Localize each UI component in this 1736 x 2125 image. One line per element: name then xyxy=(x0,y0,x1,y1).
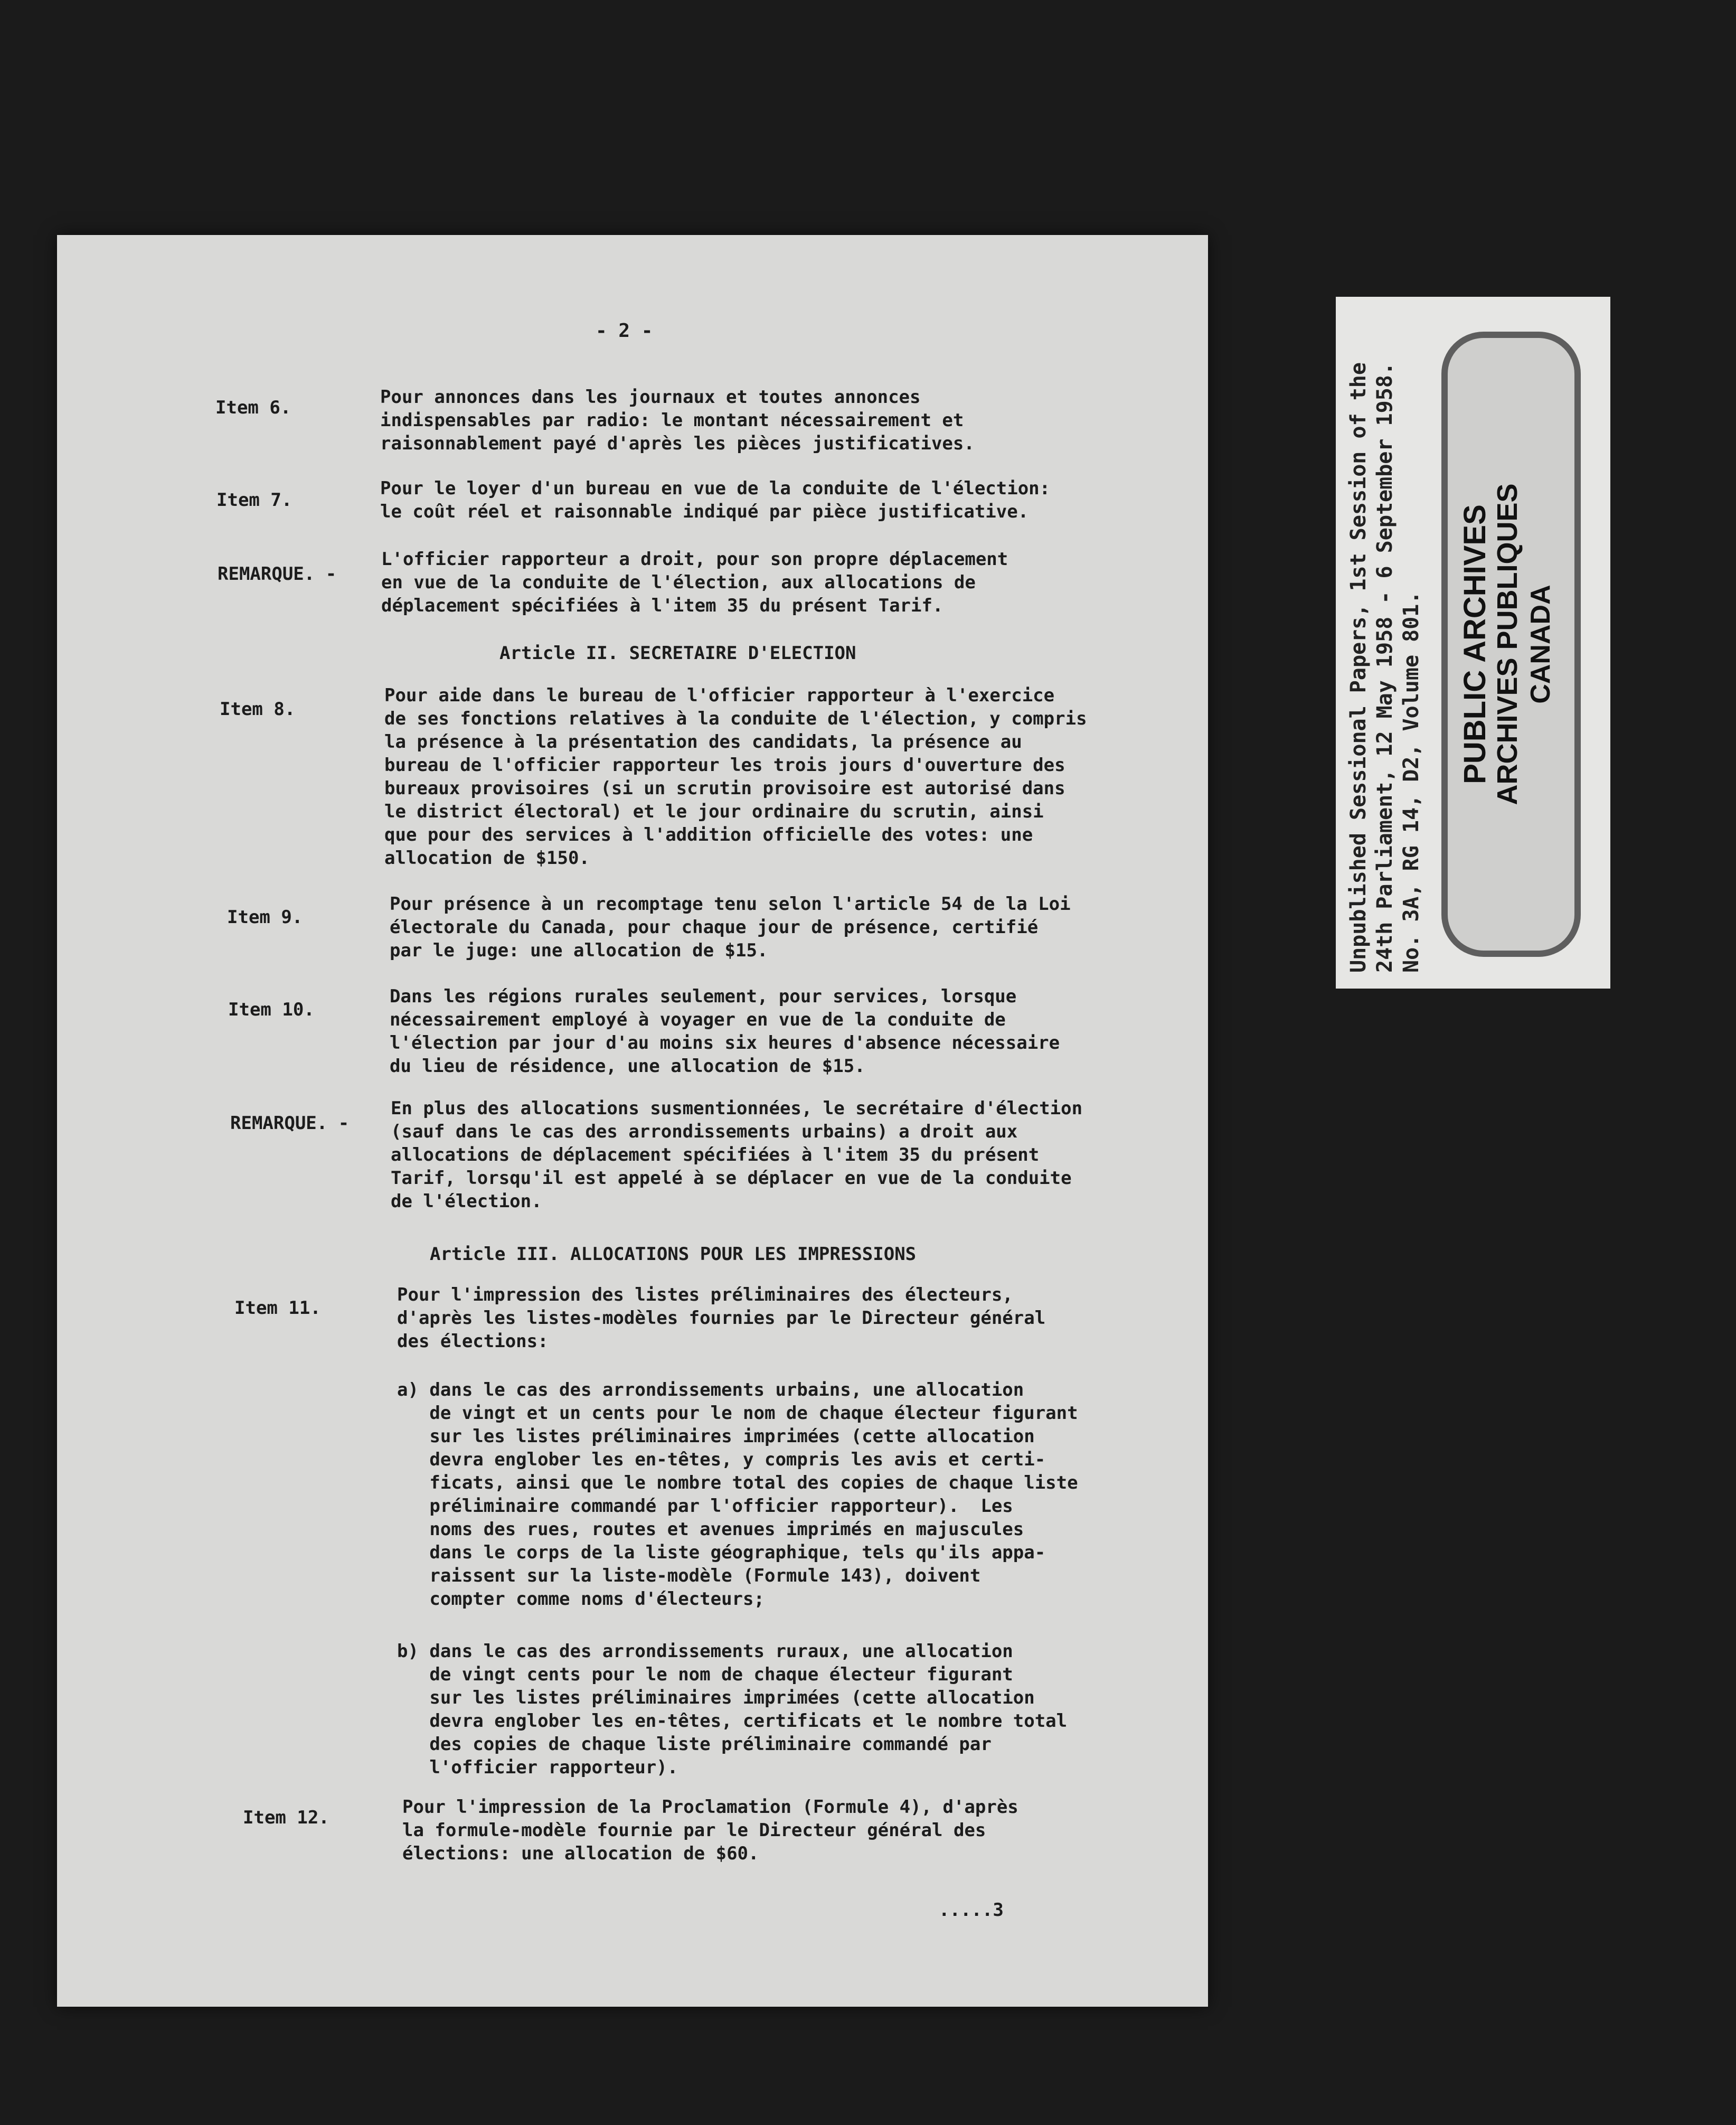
item-label: Item 12. xyxy=(243,1807,329,1828)
item-text: Pour le loyer d'un bureau en vue de la conduite de l'élection: le coût réel et raisonnable indiqué par pièce justificative. xyxy=(380,478,1051,522)
stamp-line-1: Unpublished Sessional Papers, 1st Session of the xyxy=(1346,362,1371,973)
item-text: Pour présence à un recomptage tenu selon l'article 54 de la Loi électorale du Canada, pour chaque jour de présence, certifié par le juge: une allocation de $15. xyxy=(390,894,1071,961)
stamp-box-line-1: PUBLIC ARCHIVES xyxy=(1458,504,1492,784)
item-label: Item 10. xyxy=(228,999,315,1020)
page-number: - 2 - xyxy=(596,320,653,342)
item-text: Pour aide dans le bureau de l'officier rapporteur à l'exercice de ses fonctions relatives à la conduite de l'élection, y compris la présence à la présentation des candidats, la présence au bureau de l'officier rapporteur les trois jours d'ouverture des bureaux provisoires (si un scrutin provisoire est autorisé dans le district électoral) et le jour ordinaire du scrutin, ainsi que pour des services à l'addition officielle des votes: une allocation de $150. xyxy=(384,685,1087,869)
page-content xyxy=(57,235,1208,2007)
item-text: Pour l'impression des listes préliminaires des électeurs, d'après les listes-modèles fournies par le Directeur général des élections: xyxy=(397,1284,1046,1352)
item-text: Dans les régions rurales seulement, pour services, lorsque nécessairement employé à voyager en vue de la conduite de l'élection par jour d'au moins six heures d'absence nécessaire du lieu de résidence, une allocation de $15. xyxy=(390,986,1060,1077)
remark-label: REMARQUE. - xyxy=(218,563,337,585)
document-page xyxy=(57,235,1208,2007)
sub-item-a: a) dans le cas des arrondissements urbains, une allocation de vingt et un cents pour le nom de chaque électeur figurant sur les listes préliminaires imprimées (cette allocation devra englober les en-têtes, y compris les avis et certi- ficats, ainsi que le nombre total des copies de chaque liste préliminaire commandé par l'officier rapporteur). Les noms des rues, routes et avenues imprimés en majuscules dans le corps de la liste géographique, tels qu'ils appa- raissent sur la liste-modèle (Formule 143), doivent compter comme noms d'électeurs; xyxy=(397,1379,1078,1610)
item-label: Item 11. xyxy=(234,1297,321,1319)
sub-item-b: b) dans le cas des arrondissements ruraux, une allocation de vingt cents pour le nom de chaque électeur figurant sur les listes préliminaires imprimées (cette allocation devra englober les en-têtes, certificats et le nombre total des copies de chaque liste préliminaire commandé par l'officier rapporteur). xyxy=(397,1641,1068,1778)
archive-stamp xyxy=(1336,297,1610,989)
stamp-box-line-3: CANADA xyxy=(1525,585,1556,704)
article-heading: Article III. ALLOCATIONS POUR LES IMPRESSIONS xyxy=(430,1244,917,1265)
article-heading: Article II. SECRETAIRE D'ELECTION xyxy=(499,643,856,664)
stamp-box-line-2: ARCHIVES PUBLIQUES xyxy=(1492,483,1523,805)
item-text: Pour annonces dans les journaux et toutes annonces indispensables par radio: le montant nécessairement et raisonnablement payé d'après les pièces justificatives. xyxy=(380,387,975,454)
remark-label: REMARQUE. - xyxy=(230,1113,350,1134)
remark-text: En plus des allocations susmentionnées, le secrétaire d'élection (sauf dans le cas des arrondissements urbains) a droit aux allocations de déplacement spécifiées à l'item 35 du présent Tarif, lorsqu'il est appelé à se déplacer en vue de la conduite de l'élection. xyxy=(391,1098,1083,1212)
item-label: Item 9. xyxy=(227,907,303,928)
item-text: Pour l'impression de la Proclamation (Formule 4), d'après la formule-modèle fournie par le Directeur général des élections: une allocation de $60. xyxy=(402,1797,1018,1864)
stamp-line-3: No. 3A, RG 14, D2, Volume 801. xyxy=(1399,591,1423,973)
stamp-line-2: 24th Parliament, 12 May 1958 - 6 September 1958. xyxy=(1373,362,1397,973)
item-label: Item 7. xyxy=(216,490,293,511)
archives-stamp-box xyxy=(1441,332,1581,957)
item-label: Item 6. xyxy=(215,397,291,418)
continuation-marker: .....3 xyxy=(939,1900,1004,1921)
archive-stamp-content xyxy=(1336,297,1610,989)
item-label: Item 8. xyxy=(220,699,296,720)
remark-text: L'officier rapporteur a droit, pour son propre déplacement en vue de la conduite de l'élection, aux allocations de déplacement spécifiées à l'item 35 du présent Tarif. xyxy=(381,549,1008,616)
